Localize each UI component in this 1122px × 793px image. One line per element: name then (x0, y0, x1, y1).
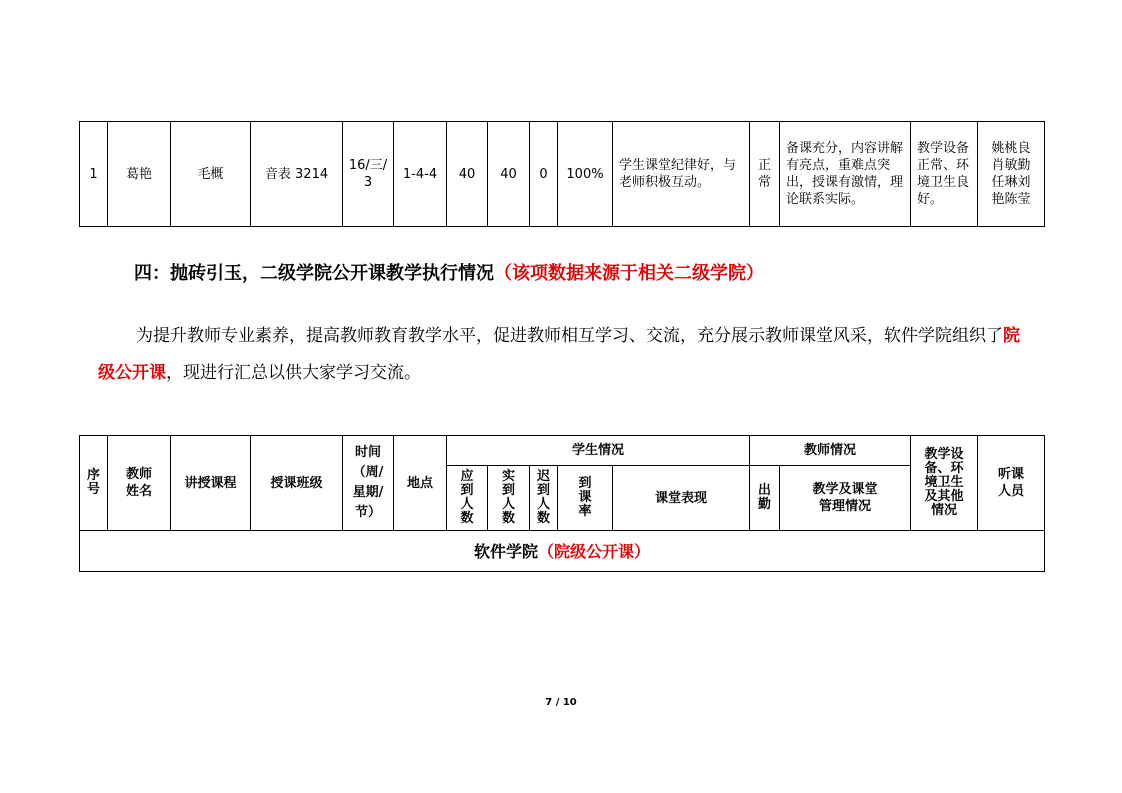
intro-highlight: 院级公开课 (98, 326, 1020, 383)
intro-text-end: ，现进行汇总以供大家学习交流。 (166, 363, 421, 383)
page-number: 7 / 10 (545, 697, 577, 708)
header-teacher: 教师姓名 (108, 436, 171, 531)
teacher-name: 葛艳 (108, 122, 171, 227)
intro-text: 为提升教师专业素养，提高教师教育教学水平，促进教师相互学习、交流，充分展示教师课堂风采，软件学院组织了 (136, 326, 1003, 346)
header-student-group: 学生情况 (447, 436, 750, 466)
header-actual: 实到人数 (488, 466, 530, 531)
header-class: 授课班级 (251, 436, 343, 531)
intro-paragraph (98, 318, 1036, 392)
should-attend-count: 40 (447, 122, 488, 227)
attendance-rate: 100% (558, 122, 613, 227)
open-class-table (79, 435, 1045, 572)
listeners: 姚桃良肖敏勤任琳刘艳陈莹 (978, 122, 1045, 227)
header-no: 序号 (80, 436, 108, 531)
header-teacher-group: 教师情况 (750, 436, 911, 466)
lecture-record-table (79, 121, 1045, 227)
class-name: 音表 3214 (251, 122, 343, 227)
college-row (80, 531, 1045, 572)
teacher-attendance: 正常 (750, 122, 780, 227)
college-name: 软件学院 (474, 541, 539, 561)
header-performance: 课堂表现 (613, 466, 750, 531)
header-rate: 到课率 (558, 466, 613, 531)
header-facilities: 教学设备、环境卫生及其他情况 (911, 436, 978, 531)
facilities-evaluation: 教学设备正常、环境卫生良好。 (911, 122, 978, 227)
header-course: 讲授课程 (171, 436, 251, 531)
location: 1-4-4 (394, 122, 447, 227)
section-heading (134, 259, 764, 285)
college-note: （院级公开课） (538, 541, 651, 561)
late-count: 0 (530, 122, 558, 227)
section-heading-note: （该项数据来源于相关二级学院） (494, 263, 764, 284)
actual-attend-count: 40 (488, 122, 530, 227)
lecture-time: 16/三/3 (343, 122, 394, 227)
header-attendance: 出勤 (750, 466, 780, 531)
header-row (80, 436, 1045, 466)
teaching-evaluation: 备课充分，内容讲解有亮点，重难点突出，授课有激情，理论联系实际。 (780, 122, 911, 227)
header-time: 时间（周/星期/节） (343, 436, 394, 531)
header-teaching: 教学及课堂管理情况 (780, 466, 911, 531)
table-row (80, 122, 1045, 227)
header-location: 地点 (394, 436, 447, 531)
college-cell (80, 531, 1045, 572)
course-name: 毛概 (171, 122, 251, 227)
header-should-attend: 应到人数 (447, 466, 488, 531)
row-number: 1 (80, 122, 108, 227)
section-heading-text: 四：抛砖引玉，二级学院公开课教学执行情况 (134, 263, 494, 284)
header-late: 迟到人数 (530, 466, 558, 531)
header-listeners: 听课人员 (978, 436, 1045, 531)
class-performance: 学生课堂纪律好，与老师积极互动。 (613, 122, 750, 227)
